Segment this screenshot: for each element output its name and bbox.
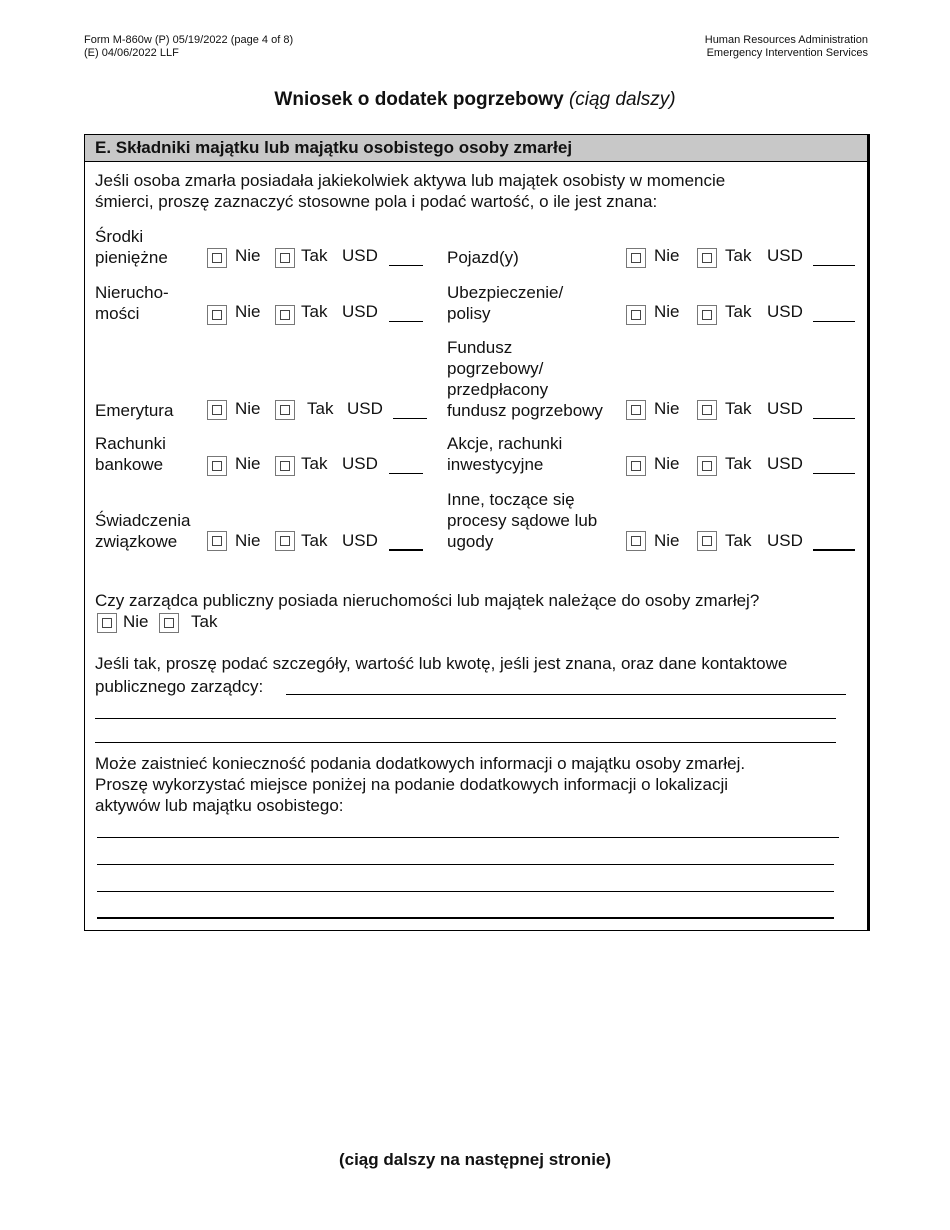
option-no-label: Nie [654, 531, 680, 550]
option-yes-label: Tak [725, 399, 752, 418]
bank-accounts-value-field[interactable] [389, 473, 423, 474]
option-yes-label: Tak [725, 302, 752, 321]
pension-value-field[interactable] [393, 418, 427, 419]
currency-label: USD [342, 531, 378, 550]
asset-label-other [447, 489, 597, 552]
asset-label-vehicles [447, 247, 519, 268]
insurance-no-checkbox[interactable] [626, 305, 646, 325]
burial-fund-no-checkbox[interactable] [626, 400, 646, 420]
asset-label-line: fundusz pogrzebowy [447, 401, 603, 420]
union-benefits-no-checkbox[interactable] [207, 531, 227, 551]
asset-label-line: ugody [447, 532, 494, 551]
asset-label-line: procesy sądowe lub [447, 511, 598, 530]
page-title-suffix: (ciąg dalszy) [568, 89, 676, 110]
union-benefits-value-field[interactable] [389, 549, 423, 551]
currency-label: USD [767, 399, 803, 418]
option-yes-label: Tak [191, 612, 218, 631]
option-no-label: Nie [235, 454, 261, 473]
asset-label-pension [95, 400, 173, 421]
currency-label: USD [767, 246, 803, 265]
extra-info-field-3[interactable] [97, 891, 834, 892]
extra-info-line-3: aktywów lub majątku osobistego: [95, 796, 344, 815]
currency-label: USD [767, 454, 803, 473]
public-admin-details-field-2[interactable] [95, 718, 836, 719]
bank-accounts-yes-checkbox[interactable] [275, 456, 295, 476]
public-admin-details-field-3[interactable] [95, 742, 836, 743]
asset-label-line: Nierucho- [95, 283, 169, 302]
cash-yes-checkbox[interactable] [275, 248, 295, 268]
vehicles-yes-checkbox[interactable] [697, 248, 717, 268]
currency-label: USD [342, 454, 378, 473]
option-no-label: Nie [235, 399, 261, 418]
insurance-yes-checkbox[interactable] [697, 305, 717, 325]
option-yes-label: Tak [725, 531, 752, 550]
extra-info-instructions [95, 753, 745, 816]
asset-label-line: Świadczenia [95, 511, 191, 530]
details-instructions-line-2: publicznego zarządcy: [95, 677, 264, 696]
section-e-box [84, 134, 870, 931]
asset-label-line: Fundusz [447, 338, 513, 357]
section-heading: E. Składniki majątku lub majątku osobistego osoby zmarłej [85, 135, 867, 162]
real-estate-no-checkbox[interactable] [207, 305, 227, 325]
currency-label: USD [342, 246, 378, 265]
vehicles-value-field[interactable] [813, 265, 855, 266]
asset-label-line: Inne, toczące się [447, 490, 575, 509]
investments-value-field[interactable] [813, 473, 855, 474]
other-no-checkbox[interactable] [626, 531, 646, 551]
investments-yes-checkbox[interactable] [697, 456, 717, 476]
asset-label-real-estate [95, 282, 169, 324]
continued-note: (ciąg dalszy na następnej stronie) [338, 1150, 612, 1169]
burial-fund-yes-checkbox[interactable] [697, 400, 717, 420]
extra-info-field-2[interactable] [97, 864, 834, 865]
option-no-label: Nie [654, 399, 680, 418]
burial-fund-value-field[interactable] [813, 418, 855, 419]
intro-line-1: Jeśli osoba zmarła posiadała jakiekolwiek aktywa lub majątek osobisty w momencie [95, 171, 726, 190]
asset-label-burial-fund [447, 337, 603, 421]
option-yes-label: Tak [301, 302, 328, 321]
intro-line-2: śmierci, proszę zaznaczyć stosowne pola i podać wartość, o ile jest znana: [95, 192, 658, 211]
cash-value-field[interactable] [389, 265, 423, 266]
asset-label-line: pogrzebowy/ [447, 359, 544, 378]
section-intro [95, 170, 725, 212]
asset-label-line: bankowe [95, 455, 164, 474]
extra-info-line-1: Może zaistnieć konieczność podania dodatkowych informacji o majątku osoby zmarłej. [95, 754, 746, 773]
option-yes-label: Tak [301, 246, 328, 265]
option-yes-label: Tak [725, 246, 752, 265]
asset-label-line: Rachunki [95, 434, 166, 453]
extra-info-line-2: Proszę wykorzystać miejsce poniżej na podanie dodatkowych informacji o lokalizacji [95, 775, 729, 794]
option-no-label: Nie [654, 246, 680, 265]
asset-label-line: Pojazd(y) [447, 248, 519, 267]
currency-label: USD [767, 302, 803, 321]
option-no-label: Nie [235, 302, 261, 321]
public-admin-details-field[interactable] [286, 694, 846, 695]
form-id-block [84, 34, 293, 59]
asset-label-bank-accounts [95, 433, 166, 475]
insurance-value-field[interactable] [813, 321, 855, 322]
pension-yes-checkbox[interactable] [275, 400, 295, 420]
asset-label-line: związkowe [95, 532, 178, 551]
investments-no-checkbox[interactable] [626, 456, 646, 476]
other-yes-checkbox[interactable] [697, 531, 717, 551]
union-benefits-yes-checkbox[interactable] [275, 531, 295, 551]
vehicles-no-checkbox[interactable] [626, 248, 646, 268]
pension-no-checkbox[interactable] [207, 400, 227, 420]
public-admin-no-checkbox[interactable] [97, 613, 117, 633]
agency-name: Human Resources Administration [704, 34, 868, 46]
asset-label-investments [447, 433, 562, 475]
currency-label: USD [767, 531, 803, 550]
asset-label-line: przedpłacony [447, 380, 549, 399]
option-no-label: Nie [654, 302, 680, 321]
public-admin-yes-checkbox[interactable] [159, 613, 179, 633]
option-no-label: Nie [123, 612, 149, 631]
details-instructions-line-1: Jeśli tak, proszę podać szczegóły, wartość lub kwotę, jeśli jest znana, oraz dane kontaktowe [95, 654, 788, 673]
option-no-label: Nie [654, 454, 680, 473]
form-id: Form M-860w (P) 05/19/2022 (page 4 of 8) [84, 34, 294, 46]
asset-label-line: Ubezpieczenie/ [447, 283, 564, 302]
option-yes-label: Tak [307, 399, 334, 418]
currency-label: USD [342, 302, 378, 321]
option-yes-label: Tak [725, 454, 752, 473]
option-no-label: Nie [235, 531, 261, 550]
asset-label-insurance [447, 282, 563, 324]
bank-accounts-no-checkbox[interactable] [207, 456, 227, 476]
public-admin-question: Czy zarządca publiczny posiada nieruchomości lub majątek należące do osoby zmarłej? [95, 591, 760, 610]
asset-label-line: Emerytura [95, 401, 174, 420]
option-yes-label: Tak [301, 531, 328, 550]
asset-label-union-benefits [95, 510, 190, 552]
real-estate-value-field[interactable] [389, 321, 423, 322]
cash-no-checkbox[interactable] [207, 248, 227, 268]
asset-label-line: Akcje, rachunki [447, 434, 563, 453]
asset-label-line: Środki [95, 227, 144, 246]
page-title [0, 89, 950, 111]
currency-label: USD [347, 399, 383, 418]
page-title-main: Wniosek o dodatek pogrzebowy [274, 89, 564, 110]
real-estate-yes-checkbox[interactable] [275, 305, 295, 325]
form-edition: (E) 04/06/2022 LLF [84, 46, 179, 59]
extra-info-field-4[interactable] [97, 917, 834, 919]
extra-info-field-1[interactable] [97, 837, 839, 838]
option-yes-label: Tak [301, 454, 328, 473]
other-value-field[interactable] [813, 549, 855, 551]
asset-label-line: polisy [447, 304, 491, 323]
division-name: Emergency Intervention Services [706, 46, 868, 59]
agency-block [705, 34, 868, 59]
asset-label-line: pieniężne [95, 248, 168, 267]
option-no-label: Nie [235, 246, 261, 265]
asset-label-line: mości [95, 304, 140, 323]
asset-label-cash [95, 226, 168, 268]
asset-label-line: inwestycyjne [447, 455, 544, 474]
